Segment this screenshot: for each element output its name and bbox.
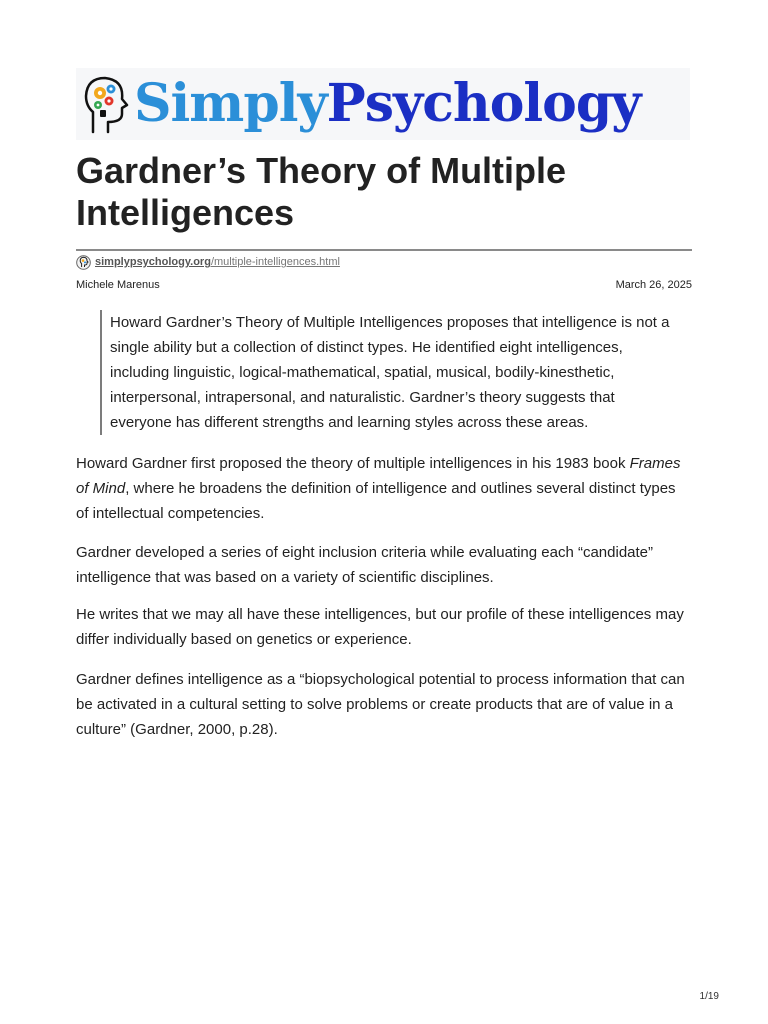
source-path-link[interactable]: /multiple-intelligences.html xyxy=(210,256,340,268)
publish-date: March 26, 2025 xyxy=(615,279,692,291)
source-link[interactable] xyxy=(76,254,340,270)
site-logo[interactable] xyxy=(76,68,690,140)
logo-text-simply: Simply xyxy=(134,73,327,134)
paragraph-1-text-start: Howard Gardner first proposed the theory of multiple intelligences in his 1983 book xyxy=(76,455,630,472)
summary-blockquote: Howard Gardner’s Theory of Multiple Intelligences proposes that intelligence is not a single ability but a collection of distinct types. He identified eight intelligences, including linguistic, logical-mathematical, spatial, musical, bodily-kinesthetic, interpersonal, intrapersonal, and naturalistic. Gardner’s theory suggests that everyone has different strengths and learning styles across these areas. xyxy=(100,310,670,435)
paragraph-2: Gardner developed a series of eight inclusion criteria while evaluating each “candidate” intelligence that was based on a variety of scientific disciplines. xyxy=(76,544,654,586)
head-gears-icon xyxy=(78,72,132,136)
title-divider xyxy=(76,249,692,251)
paragraph-3: He writes that we may all have these intelligences, but our profile of these intelligences may differ individually based on genetics or experience. xyxy=(76,606,684,648)
paragraph-1-text-end: , where he broadens the definition of intelligence and outlines several distinct types of intellectual competencies. xyxy=(76,480,676,522)
paragraph-4: Gardner defines intelligence as a “biopsychological potential to process information that can be activated in a cultural setting to solve problems or create products that are of value in a culture” (Gardner, 2000, p.28). xyxy=(76,671,685,738)
site-favicon-icon xyxy=(76,255,91,270)
logo-wordmark xyxy=(134,73,641,134)
book-title: Frames of Mind xyxy=(76,455,681,497)
paragraph-1 xyxy=(76,451,692,526)
article-meta xyxy=(76,279,692,291)
article-title: Gardner’s Theory of Multiple Intelligences xyxy=(76,150,567,233)
source-domain-link[interactable]: simplypsychology.org xyxy=(95,256,211,268)
logo-text-psychology: Psychology xyxy=(326,73,641,134)
author-name: Michele Marenus xyxy=(76,279,160,291)
page-number: 1/19 xyxy=(699,991,719,1002)
